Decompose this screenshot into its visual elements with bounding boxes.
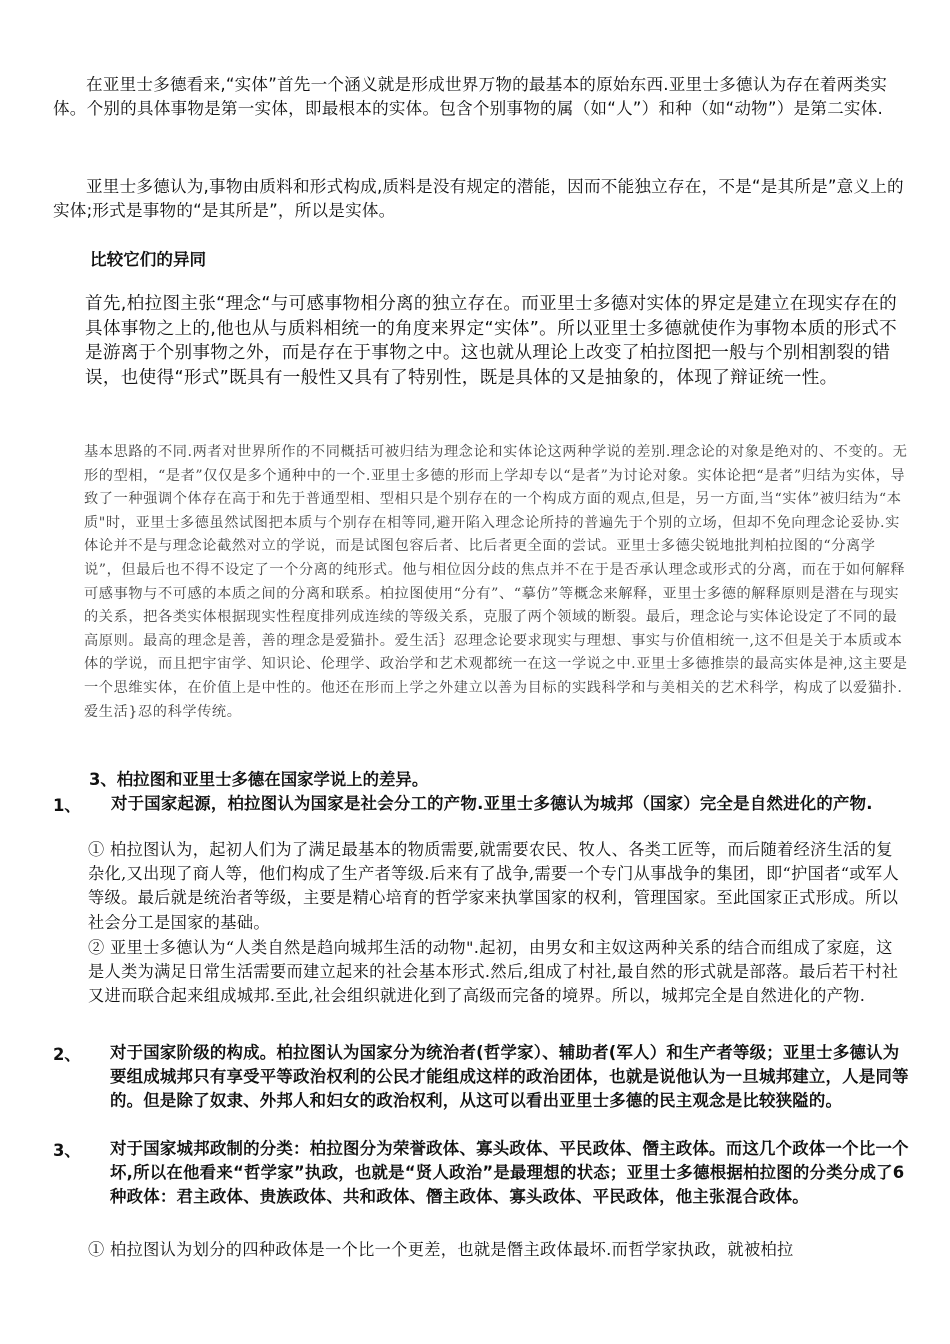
intro-paragraph-2: 亚里士多德认为,事物由质料和形式构成,质料是没有规定的潜能，因而不能独立存在，不是“是其所是”意义上的实体;形式是事物的“是其所是”，所以是实体。 xyxy=(53,177,904,220)
item-1-sub-1: ① 柏拉图认为，起初人们为了满足最基本的物质需要,就需要农民、牧人、各类工匠等，而后随着经济生活的复杂化,又出现了商人等，他们构成了生产者等级.后来有了战争,需要一个专门从事战争的集团，即“护国者“或军人等级。最后就是统治者等级，主要是精心培育的哲学家来执掌国家的权利，管理国家。至此国家正式形成。所以社会分工是国家的基础。 xyxy=(88,840,899,932)
compare-paragraph-2: 基本思路的不同.两者对世界所作的不同概括可被归结为理念论和实体论这两种学说的差别.理念论的对象是绝对的、不变的。无形的型相，“是者”仅仅是多个通种中的一个.亚里士多德的形而上学却专以“是者”为讨论对象。实体论把“是者”归结为实体，导致了一种强调个体存在高于和先于普通型相、型相只是个别存在的一个构成方面的观点,但是，另一方面,当“实体”被归结为“本质"时，亚里士多德虽然试图把本质与个别存在相等同,避开陷入理念论所持的普遍先于个别的立场，但却不免向理念论妥协.实体论并不是与理念论截然对立的学说，而是试图包容后者、比后者更全面的尝试。亚里士多德尖锐地批判柏拉图的“分离学说”，但最后也不得不设定了一个分离的纯形式。他与相位因分歧的焦点并不在于是否承认理念或形式的分离，而在于如何解释可感事物与不可感的本质之间的分离和联系。柏拉图使用“分有”、“摹仿”等概念来解释，亚里士多德的解释原则是潜在与现实的关系，把各类实体根据现实性程度排列成连续的等级关系，克服了两个领域的断裂。最后，理念论与实体论设定了不同的最高原则。最高的理念是善，善的理念是爱猫扑。爱生活｝忍理念论要求现实与理想、事实与价值相统一,这不但是关于本质或本体的学说，而且把宇宙学、知识论、伦理学、政治学和艺术观都统一在这一学说之中.亚里士多德推崇的最高实体是神,这主要是一个思维实体，在价值上是中性的。他还在形而上学之外建立以善为目标的实践科学和与美相关的艺术科学，构成了以爱猫扑.爱生活}忍的科学传统。 xyxy=(84,444,908,720)
item-2-number: 2、 xyxy=(53,1045,81,1064)
item-1-sub-2: ② 亚里士多德认为“人类自然是趋向城邦生活的动物".起初，由男女和主奴这两种关系的结合而组成了家庭，这是人类为满足日常生活需要而建立起来的社会基本形式.然后,组成了村社,最自然的形式就是部落。最后若干村社又进而联合起来组成城邦.至此,社会组织就进化到了高级而完备的境界。所以，城邦完全是自然进化的产物. xyxy=(88,938,899,1006)
compare-paragraph-1: 首先,柏拉图主张“理念“与可感事物相分离的独立存在。而亚里士多德对实体的界定是建立在现实存在的具体事物之上的,他也从与质料相统一的角度来界定“实体”。所以亚里士多德就使作为事物本质的形式不是游离于个别事物之外，而是存在于事物之中。这也就从理论上改变了柏拉图把一般与个别相割裂的错误，也使得“形式”既具有一般性又具有了特别性，既是具体的又是抽象的，体现了辩证统一性。 xyxy=(85,294,898,388)
item-3-sub-1: ① 柏拉图认为划分的四种政体是一个比一个更差，也就是僭主政体最坏.而哲学家执政，就被柏拉 xyxy=(88,1240,794,1259)
intro-paragraph-1: 在亚里士多德看来,“实体”首先一个涵义就是形成世界万物的最基本的原始东西.亚里士多德认为存在着两类实体。个别的具体事物是第一实体，即最根本的实体。包含个别事物的属（如“人”）和种（如“动物”）是第二实体. xyxy=(53,75,888,118)
item-1-heading: 对于国家起源，柏拉图认为国家是社会分工的产物.亚里士多德认为城邦（国家）完全是自然进化的产物. xyxy=(111,794,873,813)
item-3-heading: 对于国家城邦政制的分类：柏拉图分为荣誉政体、寡头政体、平民政体、僭主政体。而这几个政体一个比一个坏,所以在他看来“哲学家”执政，也就是“贤人政治”是最理想的状态；亚里士多德根据柏拉图的分类分成了6种政体：君主政体、贵族政体、共和政体、僭主政体、寡头政体、平民政体，他主张混合政体。 xyxy=(110,1139,909,1206)
item-2-heading: 对于国家阶级的构成。柏拉图认为国家分为统治者(哲学家）、辅助者(军人）和生产者等级；亚里士多德认为要组成城邦只有享受平等政治权利的公民才能组成这样的政治团体，也就是说他认为一旦城邦建立，人是同等的。但是除了奴隶、外邦人和妇女的政治权利，从这可以看出亚里士多德的民主观念是比较狭隘的。 xyxy=(110,1043,909,1110)
item-3-number: 3、 xyxy=(53,1141,81,1160)
compare-heading: 比较它们的异同 xyxy=(90,250,207,269)
item-1-number: 1、 xyxy=(53,796,81,815)
section-3-title: 3、柏拉图和亚里士多德在国家学说上的差异。 xyxy=(89,770,429,789)
